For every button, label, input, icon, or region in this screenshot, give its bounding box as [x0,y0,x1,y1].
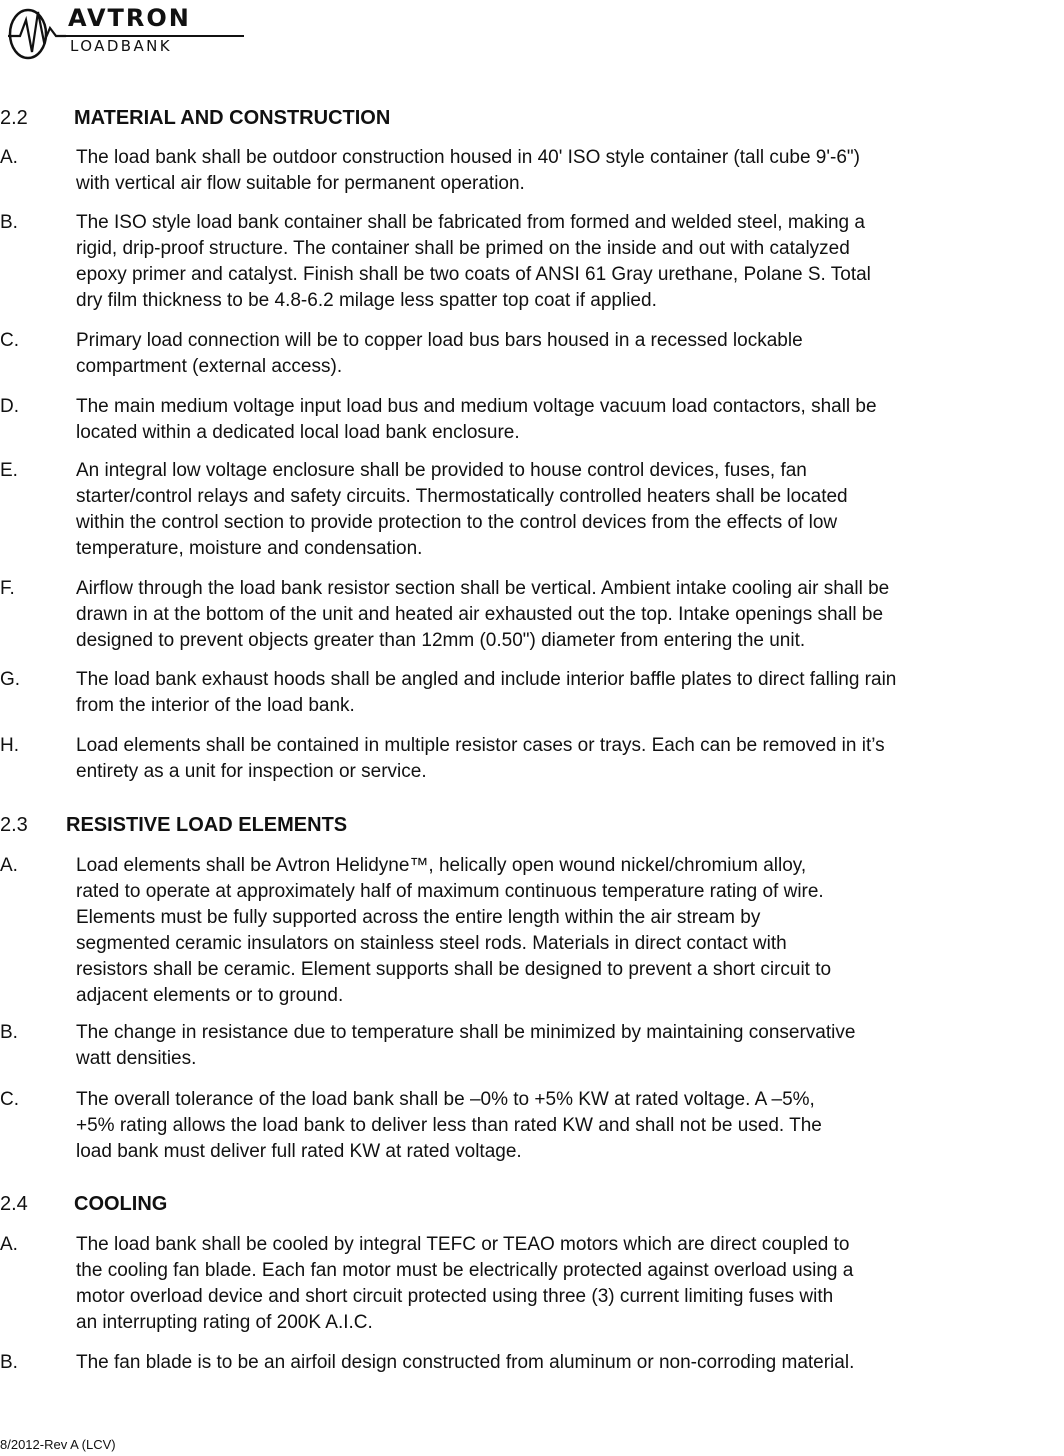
item-line: drawn in at the bottom of the unit and heated air exhausted out the top. Intake openings shall be [76,604,884,625]
item-letter: E. [0,460,18,481]
item-line: compartment (external access). [76,356,343,377]
item-line: motor overload device and short circuit protected using three (3) current limiting fuses with [76,1286,834,1307]
item-line: rigid, drip-proof structure. The container shall be primed on the inside and out with catalyzed [76,238,850,259]
section-number: 2.3 [0,814,28,836]
section-title: COOLING [74,1193,168,1215]
item-line: load bank must deliver full rated KW at rated voltage. [76,1141,522,1162]
item-text [76,458,1064,562]
item-line: an interrupting rating of 200K A.I.C. [76,1312,373,1333]
item-letter: C. [0,1089,19,1110]
item-text [76,667,1064,719]
item-text [76,145,1064,197]
item-letter: B. [0,1352,18,1373]
item-line: within the control section to provide protection to the control devices from the effects of low [76,512,838,533]
item-text [76,733,1064,785]
item-text [76,1087,1064,1165]
item-text [76,853,1064,1009]
item-line: segmented ceramic insulators on stainless steel rods. Materials in direct contact with [76,933,787,954]
item-line: rated to operate at approximately half of maximum continuous temperature rating of wire. [76,881,824,902]
item-line: starter/control relays and safety circuits. Thermostatically controlled heaters shall be located [76,486,848,507]
avtron-logo [4,2,244,58]
item-text [76,1020,1064,1072]
footer-revision: 8/2012-Rev A (LCV) [0,1437,116,1452]
section-title: MATERIAL AND CONSTRUCTION [74,107,391,129]
item-line: The load bank shall be cooled by integral TEFC or TEAO motors which are direct coupled to [76,1234,850,1255]
item-line: Load elements shall be contained in multiple resistor cases or trays. Each can be removed in it’s [76,735,885,756]
item-line: The load bank exhaust hoods shall be angled and include interior baffle plates to direct falling rain [76,669,897,690]
item-line: The change in resistance due to temperature shall be minimized by maintaining conservative [76,1022,856,1043]
item-text [76,576,1064,654]
item-line: with vertical air flow suitable for permanent operation. [76,173,525,194]
item-line: designed to prevent objects greater than 12mm (0.50") diameter from entering the unit. [76,630,806,651]
item-line: from the interior of the load bank. [76,695,355,716]
item-line: +5% rating allows the load bank to deliver less than rated KW and shall not be used. The [76,1115,822,1136]
item-line: The load bank shall be outdoor construction housed in 40' ISO style container (tall cube 9'-6") [76,147,860,168]
item-letter: D. [0,396,19,417]
item-letter: F. [0,578,15,599]
item-line: Airflow through the load bank resistor section shall be vertical. Ambient intake cooling air shall be [76,578,890,599]
item-line: The fan blade is to be an airfoil design constructed from aluminum or non-corroding material. [76,1352,855,1373]
item-letter: G. [0,669,21,690]
item-line: located within a dedicated local load bank enclosure. [76,422,520,443]
logo-title: AVTRON [68,4,191,32]
item-text [76,394,1064,446]
item-line: entirety as a unit for inspection or service. [76,761,427,782]
item-line: An integral low voltage enclosure shall be provided to house control devices, fuses, fan [76,460,807,481]
item-line: temperature, moisture and condensation. [76,538,423,559]
item-text [76,1232,1064,1336]
section-number: 2.2 [0,107,28,129]
item-text [76,1350,1064,1376]
item-letter: H. [0,735,19,756]
item-letter: B. [0,212,18,233]
avtron-wave-icon [4,2,68,60]
item-line: resistors shall be ceramic. Element supports shall be designed to prevent a short circuit to [76,959,832,980]
item-letter: A. [0,147,18,168]
item-line: The ISO style load bank container shall be fabricated from formed and welded steel, making a [76,212,865,233]
item-letter: A. [0,855,18,876]
section-title: RESISTIVE LOAD ELEMENTS [66,814,348,836]
item-line: The main medium voltage input load bus and medium voltage vacuum load contactors, shall be [76,396,877,417]
item-letter: A. [0,1234,18,1255]
item-line: Elements must be fully supported across the entire length within the air stream by [76,907,761,928]
item-line: adjacent elements or to ground. [76,985,344,1006]
item-text [76,328,1064,380]
item-line: the cooling fan blade. Each fan motor must be electrically protected against overload using a [76,1260,854,1281]
logo-subtitle: LOADBANK [70,37,172,55]
item-line: The overall tolerance of the load bank shall be –0% to +5% KW at rated voltage. A –5%, [76,1089,815,1110]
item-line: watt densities. [76,1048,197,1069]
item-letter: B. [0,1022,18,1043]
item-letter: C. [0,330,19,351]
item-line: Primary load connection will be to copper load bus bars housed in a recessed lockable [76,330,803,351]
item-text [76,210,1064,314]
section-number: 2.4 [0,1193,28,1215]
item-line: dry film thickness to be 4.8-6.2 milage less spatter top coat if applied. [76,290,657,311]
item-line: epoxy primer and catalyst. Finish shall be two coats of ANSI 61 Gray urethane, Polane S. Total [76,264,871,285]
item-line: Load elements shall be Avtron Helidyne™, helically open wound nickel/chromium alloy, [76,855,807,876]
